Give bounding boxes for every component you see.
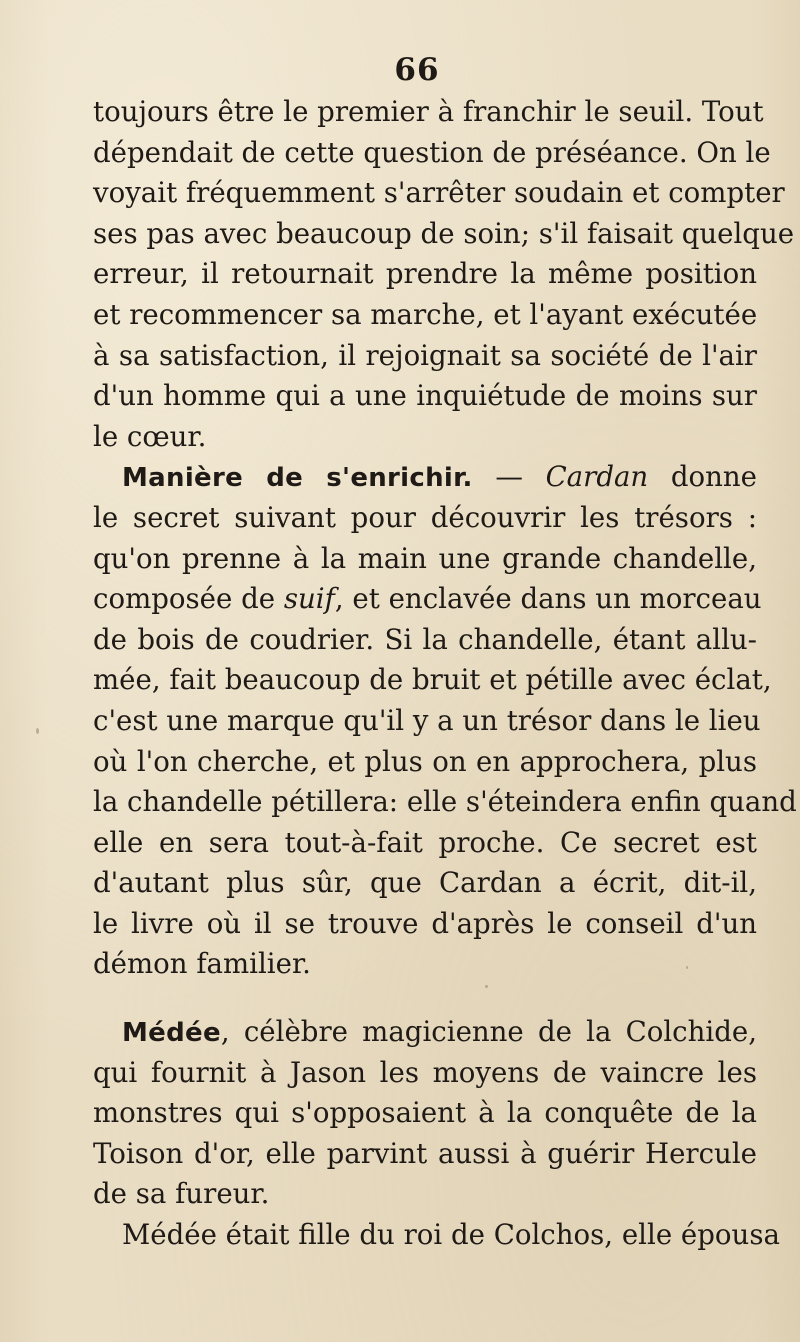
text-line-with-italic [93,579,762,620]
text-body [93,92,797,1256]
text-line: qu'on prenne à la main une grande chandelle, [93,541,757,575]
text-line: Toison d'or, elle parvint aussi à guérir Hercule [93,1136,757,1170]
text-line: c'est une marque qu'il y a un trésor dans le lieu [93,703,761,737]
em-dash: — [472,460,546,494]
text-line: de sa fureur. [93,1177,270,1211]
paragraph-gap [93,985,757,1012]
text-line: voyait fréquemment s'arrêter soudain et compter [93,176,785,210]
text-line: le secret suivant pour découvrir les trésors : [93,500,757,534]
text-line: elle en sera tout-à-fait proche. Ce secret est [93,825,757,859]
page-number: 66 [394,52,440,88]
italic-word: suif [283,582,335,616]
text-fragment: composée de [93,582,284,616]
text-line: toujours être le premier à franchir le seuil. Tout [93,95,764,128]
text-line: dépendait de cette question de préséance. On le [93,135,771,169]
entry-heading: Manière de s'enrichir. [122,463,473,494]
text-line: erreur, il retournait prendre la même position [93,257,757,291]
text-line: de bois de coudrier. Si la chandelle, étant allu- [93,622,757,656]
text-line: où l'on cherche, et plus on en approchera, plus [93,744,757,778]
text-line: le cœur. [93,419,207,453]
text-line: mée, fait beaucoup de bruit et pétille avec éclat, [93,663,772,697]
text-fragment: , et enclavée dans un morceau [334,582,762,616]
paper-speck [36,728,39,734]
text-line: et recommencer sa marche, et l'ayant exécutée [93,297,758,331]
text-line: monstres qui s'opposaient à la conquête de la [93,1096,757,1130]
text-line: d'autant plus sûr, que Cardan a écrit, dit-il, [93,866,757,900]
text-line: la chandelle pétillera: elle s'éteindera enfin quand [93,785,797,819]
italic-name: Cardan [545,460,649,494]
paper-speck [686,966,688,969]
text-line: à sa satisfaction, il rejoignait sa société de l'air [93,338,757,372]
text-fragment: , célèbre magicienne de la Colchide, [220,1015,757,1049]
text-fragment: donne [648,460,757,494]
entry-heading: Médée [122,1018,221,1049]
text-line: le livre où il se trouve d'après le conseil d'un [93,906,757,940]
text-line: démon familier. [93,947,311,981]
entry-first-line [93,1012,757,1053]
paper-speck [485,985,488,988]
text-line: qui fournit à Jason les moyens de vaincre les [93,1055,757,1089]
text-line: ses pas avec beaucoup de soin; s'il faisait quelque [93,216,795,250]
text-line: Médée était fille du roi de Colchos, elle épousa [122,1218,780,1252]
entry-first-line [93,457,757,498]
text-line: d'un homme qui a une inquiétude de moins sur [93,379,757,413]
